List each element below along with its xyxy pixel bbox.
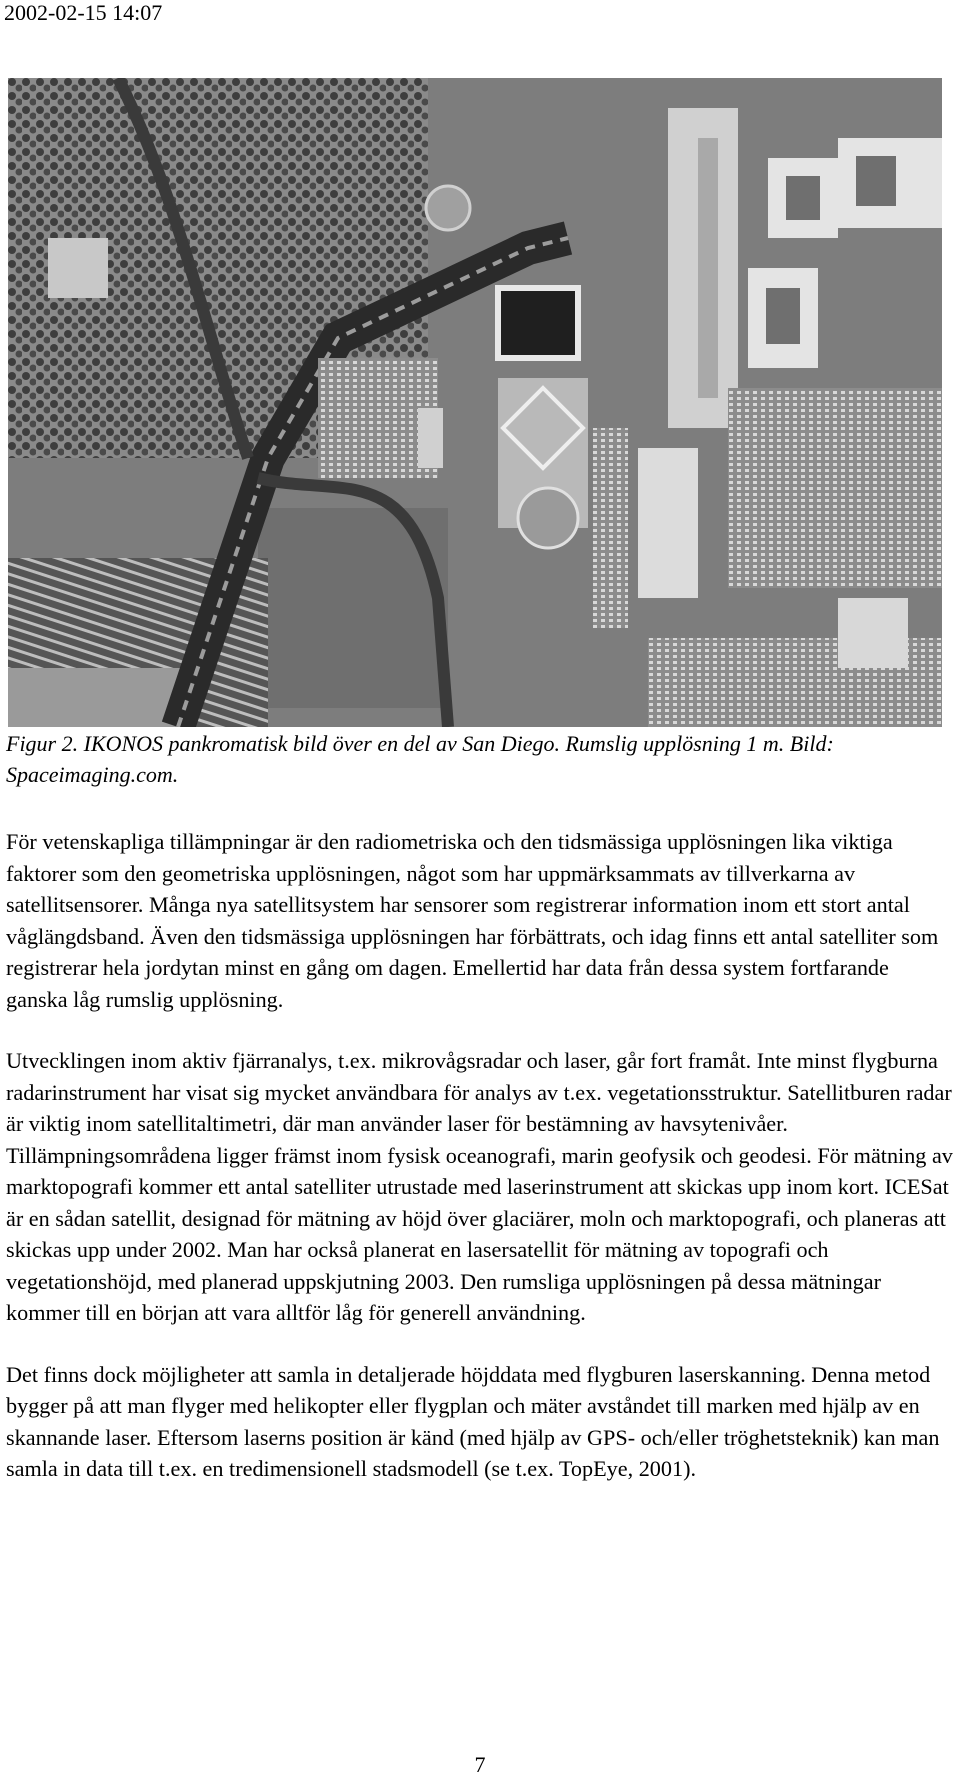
long-building [638,448,698,598]
parking-strip [593,428,628,628]
lower-field [8,668,188,727]
dark-roof-building [498,288,578,358]
paragraph-3: Det finns dock möjligheter att samla in detaljerade höjddata med flygburen laserskanning. Denna metod bygger på att man flyger med helikopter eller flygplan och mäter avståndet till marken med hjälp av en skannande laser. Eftersom laserns position är känd (med hjälp av GPS- och/eller tröghetsteknik) kan man samla in data till t.ex. en tredimensionell stadsmodell (se t.ex. TopEye, 2001). [6,1361,940,1481]
page-number: 7 [474,1752,486,1777]
satellite-image-drawing [8,78,942,727]
roundabout [518,488,578,548]
paragraph-1: För vetenskapliga tillämpningar är den radiometriska och den tidsmässiga upplösningen lika viktiga faktorer som den geometriska upplösningen, något som har uppmärksammats av tillverkarna av satellitsensorer. Många nya satellitsystem har sensorer som registrerar information inom ett stort antal våglängdsband. Även den tidsmässiga upplösningen har förbättrats, och idag finns ett antal satelliter som registrerar hela jordytan minst en gång om dagen. Emellertid har data från dessa system fortfarande ganska låg rumslig upplösning. [6,829,939,1012]
body-text [6,826,954,1515]
circular-feature [426,186,470,230]
square-building [838,598,908,668]
satellite-image [8,78,942,727]
paragraph-2: Utvecklingen inom aktiv fjärranalys, t.ex. mikrovågsradar och laser, går fort framåt. Inte minst flygburna radarinstrument har visat sig mycket användbara för analys av t.ex. vegetationsstruktur. Satellitburen radar är viktig inom satellitaltimetri, där man använder laser för bestämning av havsytenivåer. Tillämpningsområdena ligger främst inom fysisk oceanografi, marin geofysik och geodesi. För mätning av marktopografi kommer ett antal satelliter utrustade med laserinstrument att skickas upp inom kort. ICESat är en sådan satellit, designad för mätning av höjd över glaciärer, moln och marktopografi, och planeras att skickas upp under 2002. Man har också planerat en lasersatellit för mätning av topografi och vegetationshöjd, med planerad uppskjutning 2003. Den rumsliga upplösningen på dessa mätningar kommer till en början att vara alltför låg för generell användning. [6,1048,953,1325]
parking-lot-east [728,388,942,588]
small-building-northwest [48,238,108,298]
figure-caption: Figur 2. IKONOS pankromatisk bild över en del av San Diego. Rumslig upplösning 1 m. Bild: Spaceimaging.com. [6,731,834,787]
print-timestamp: 2002-02-15 14:07 [4,0,163,25]
